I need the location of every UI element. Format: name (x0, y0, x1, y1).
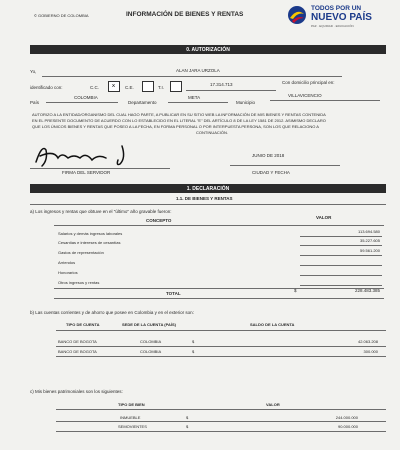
ce-checkbox[interactable] (142, 81, 154, 92)
firma-label: FIRMA DEL SERVIDOR (62, 170, 111, 175)
total-value: 228.483.385 (354, 288, 380, 293)
depto-label: Departamento (128, 100, 157, 105)
auth-paragraph-line-3: QUE LOS ÚNICOS BIENES Y RENTAS QUE POSEO A LA FECHA, EN FORMA PERSONAL O POR INTERPUESTA PERSONA, SON LOS QUE RELACIONO A (32, 124, 319, 129)
accounts-question: b) Las cuentas corrientes y de ahorro que posee en Colombia y en el exterior son: (30, 310, 194, 315)
auth-paragraph-line-2: EN EL PRESENTE DOCUMENTO DE ACUERDO CON LO ESTABLECIDO EN EL LITERAL "E" DEL ARTÍCULO 8 DE LA LEY 1581 DE 2012. ASIMISMO DECLARO (32, 118, 326, 123)
asset-1-line (56, 421, 386, 422)
account-1-type: BANCO DE BOGOTA (58, 339, 97, 344)
signature (28, 140, 138, 170)
depto-underline (168, 102, 228, 103)
asset-1-value: 244.000.000 (335, 415, 358, 420)
document-title: INFORMACIÓN DE BIENES Y RENTAS (126, 11, 244, 18)
asset-2-type: SEMOVIENTES (118, 424, 147, 429)
asset-1-currency: $ (186, 415, 189, 420)
logo-line1: TODOS POR UN (311, 5, 362, 12)
pais-label: País (30, 100, 40, 105)
logo-line3: PAZ · EQUIDAD · EDUCACIÓN (311, 24, 354, 28)
id-label: identificado con: (30, 85, 63, 90)
acc-header-type: TIPO DE CUENTA (66, 322, 100, 327)
pais-underline (46, 102, 118, 103)
ti-label: T.I. (158, 85, 165, 90)
income-row-6-concept: Otros ingresos y rentas (58, 280, 100, 285)
account-2-country: COLOMBIA (140, 349, 162, 354)
municipio-underline (270, 100, 380, 101)
income-row-5-concept: Honorarios (58, 270, 78, 275)
header-left-text: © GOBIERNO DE COLOMBIA (34, 13, 89, 18)
income-row-1-line (300, 236, 382, 237)
asset-2-value: 90.000.000 (337, 424, 358, 429)
account-2-balance: 300.000 (363, 349, 378, 354)
income-row-5-line (300, 275, 382, 276)
name-underline (42, 76, 342, 77)
auth-paragraph-line-4: CONTINUACIÓN. (196, 130, 228, 135)
account-1-country: COLOMBIA (140, 339, 162, 344)
subtitle-underline (30, 204, 386, 205)
income-header-line (54, 225, 384, 226)
date-underline (230, 165, 340, 166)
asset-2-currency: $ (186, 424, 189, 429)
acc-header-balance: SALDO DE LA CUENTA (250, 322, 295, 327)
account-2-currency: $ (192, 349, 195, 354)
account-2-line (56, 356, 386, 357)
ce-label: C.E. (125, 85, 134, 90)
account-1-line (56, 346, 386, 347)
section-authorization-bar (30, 45, 386, 54)
section-declaration-title: 1. DECLARACIÓN (186, 186, 230, 192)
pais-value: COLOMBIA (74, 95, 98, 100)
signature-underline (30, 168, 170, 169)
income-row-4-concept: Arriendos (58, 260, 76, 265)
id-number-underline (186, 90, 276, 91)
ti-checkbox[interactable] (170, 81, 182, 92)
income-question: a) Los ingresos y rentas que obtuve en el "último" año gravable fueron: (30, 209, 172, 214)
income-row-3-concept: Gastos de representación (58, 250, 104, 255)
domicile-label: Con domicilio principal en: (282, 80, 335, 85)
income-row-2-concept: Cesantías e intereses de cesantías (58, 240, 121, 245)
asset-header-value: VALOR (266, 402, 280, 407)
income-row-3-line (300, 255, 382, 256)
total-bottom-line (54, 298, 384, 299)
declarant-name: ALAN JARA URZOLA (176, 68, 220, 73)
acc-header-country: SEDE DE LA CUENTA (PAÍS) (122, 322, 177, 327)
depto-value: META (188, 95, 201, 100)
gov-logo-icon (286, 4, 308, 30)
account-2-type: BANCO DE BOGOTA (58, 349, 97, 354)
id-number: 17.314.713 (210, 82, 233, 87)
municipio-value: VILLAVICENCIO (288, 93, 322, 98)
asset-1-type: INMUEBLE (120, 415, 141, 420)
section-authorization-title: 0. AUTORIZACIÓN (186, 47, 230, 53)
income-row-2-value: 35.227.605 (359, 238, 380, 243)
section-declaration-bar (30, 184, 386, 193)
income-row-3-value: 59.561.200 (359, 248, 380, 253)
total-label: TOTAL (166, 291, 181, 296)
income-row-1-value: 113.694.580 (358, 229, 380, 234)
municipio-label: Municipio (236, 100, 256, 105)
yo-label: Yo, (30, 69, 37, 74)
cc-mark: X (112, 83, 116, 88)
account-1-balance: 42.063.208 (357, 339, 378, 344)
ciudad-label: CIUDAD Y FECHA (252, 170, 290, 175)
assets-question: c) Mis bienes patrimoniales son los siguientes: (30, 389, 123, 394)
cc-label: C.C. (90, 85, 99, 90)
asset-2-line (56, 431, 386, 432)
income-row-6-line (300, 285, 382, 286)
col-value: VALOR (316, 215, 332, 220)
auth-paragraph-line-1: AUTORIZO A LA ENTIDAD/ORGANISMO DEL CUAL HAGO PARTE, A PUBLICAR EN SU SITIO WEB LA INFORMACIÓN DE MIS BIENES Y RENTAS CONTENIDA (32, 112, 326, 117)
accounts-header-line (56, 330, 386, 331)
declaration-subtitle: 1.1. DE BIENES Y RENTAS (176, 196, 233, 201)
account-1-currency: $ (192, 339, 195, 344)
total-currency: $ (294, 288, 297, 293)
assets-header-line (56, 409, 386, 410)
income-row-4-line (300, 265, 382, 266)
income-row-2-line (300, 245, 382, 246)
income-row-1-concept: Salarios y demás ingresos laborales (58, 231, 123, 236)
asset-header-type: TIPO DE BIEN (118, 402, 145, 407)
date-value: JUNIO DE 2018 (252, 153, 285, 158)
logo-line2: NUEVO PAÍS (311, 12, 372, 23)
cc-checkbox[interactable] (108, 81, 120, 92)
col-concept: CONCEPTO (146, 218, 172, 223)
